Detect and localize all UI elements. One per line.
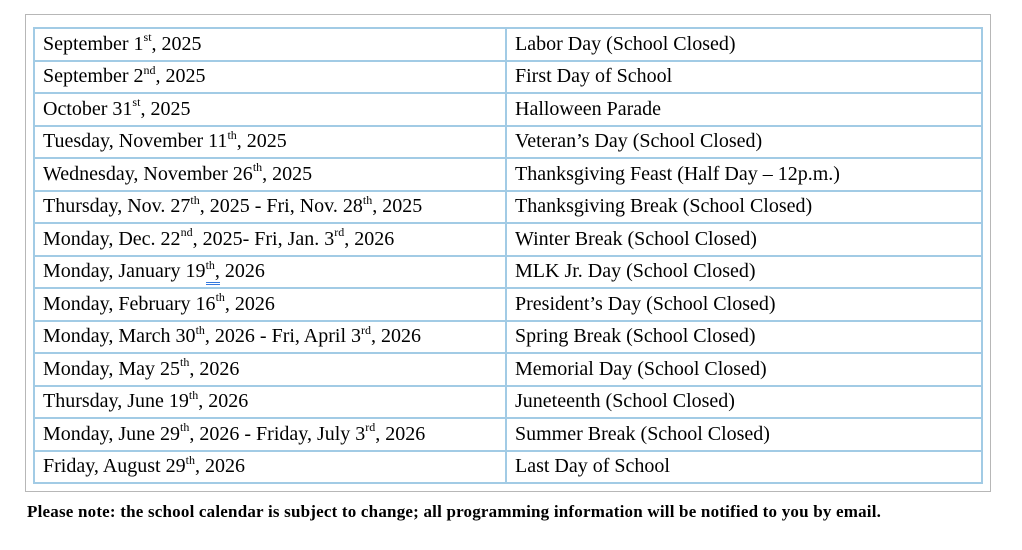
calendar-table-row bbox=[34, 321, 982, 354]
event-cell: Memorial Day (School Closed) bbox=[506, 353, 982, 386]
calendar-table-row bbox=[34, 126, 982, 159]
calendar-table-row bbox=[34, 418, 982, 451]
event-cell: Thanksgiving Feast (Half Day – 12p.m.) bbox=[506, 158, 982, 191]
event-cell: President’s Day (School Closed) bbox=[506, 288, 982, 321]
calendar-table-row bbox=[34, 158, 982, 191]
date-cell: September 1st, 2025 bbox=[34, 28, 506, 61]
calendar-table-row bbox=[34, 386, 982, 419]
calendar-table-row bbox=[34, 191, 982, 224]
date-cell: Thursday, Nov. 27th, 2025 - Fri, Nov. 28th, 2025 bbox=[34, 191, 506, 224]
date-cell: Thursday, June 19th, 2026 bbox=[34, 386, 506, 419]
event-cell: Juneteenth (School Closed) bbox=[506, 386, 982, 419]
calendar-table-row bbox=[34, 288, 982, 321]
event-cell: Winter Break (School Closed) bbox=[506, 223, 982, 256]
calendar-table-row bbox=[34, 256, 982, 289]
event-cell: Labor Day (School Closed) bbox=[506, 28, 982, 61]
date-cell: Friday, August 29th, 2026 bbox=[34, 451, 506, 484]
event-cell: Veteran’s Day (School Closed) bbox=[506, 126, 982, 159]
calendar-table-row bbox=[34, 28, 982, 61]
event-cell: Spring Break (School Closed) bbox=[506, 321, 982, 354]
event-cell: Halloween Parade bbox=[506, 93, 982, 126]
event-cell: MLK Jr. Day (School Closed) bbox=[506, 256, 982, 289]
date-cell: October 31st, 2025 bbox=[34, 93, 506, 126]
calendar-table-row bbox=[34, 223, 982, 256]
date-cell: Monday, June 29th, 2026 - Friday, July 3rd, 2026 bbox=[34, 418, 506, 451]
event-cell: Thanksgiving Break (School Closed) bbox=[506, 191, 982, 224]
date-cell: Wednesday, November 26th, 2025 bbox=[34, 158, 506, 191]
calendar-table-row bbox=[34, 61, 982, 94]
date-cell: Monday, May 25th, 2026 bbox=[34, 353, 506, 386]
calendar-table-row bbox=[34, 353, 982, 386]
date-cell: Monday, March 30th, 2026 - Fri, April 3rd, 2026 bbox=[34, 321, 506, 354]
revision-mark-underline: $^{th}$, bbox=[206, 260, 220, 285]
date-cell: Monday, Dec. 22nd, 2025- Fri, Jan. 3rd, 2026 bbox=[34, 223, 506, 256]
date-cell: Tuesday, November 11th, 2025 bbox=[34, 126, 506, 159]
calendar-table-row bbox=[34, 93, 982, 126]
event-cell: Last Day of School bbox=[506, 451, 982, 484]
calendar-table-row bbox=[34, 451, 982, 484]
event-cell: Summer Break (School Closed) bbox=[506, 418, 982, 451]
event-cell: First Day of School bbox=[506, 61, 982, 94]
school-calendar-table bbox=[33, 27, 983, 484]
date-cell: September 2nd, 2025 bbox=[34, 61, 506, 94]
date-cell: Monday, January 19th, 2026 bbox=[34, 256, 506, 289]
calendar-change-note: Please note: the school calendar is subject to change; all programming information will be notified to you by email. bbox=[27, 502, 882, 521]
date-cell: Monday, February 16th, 2026 bbox=[34, 288, 506, 321]
